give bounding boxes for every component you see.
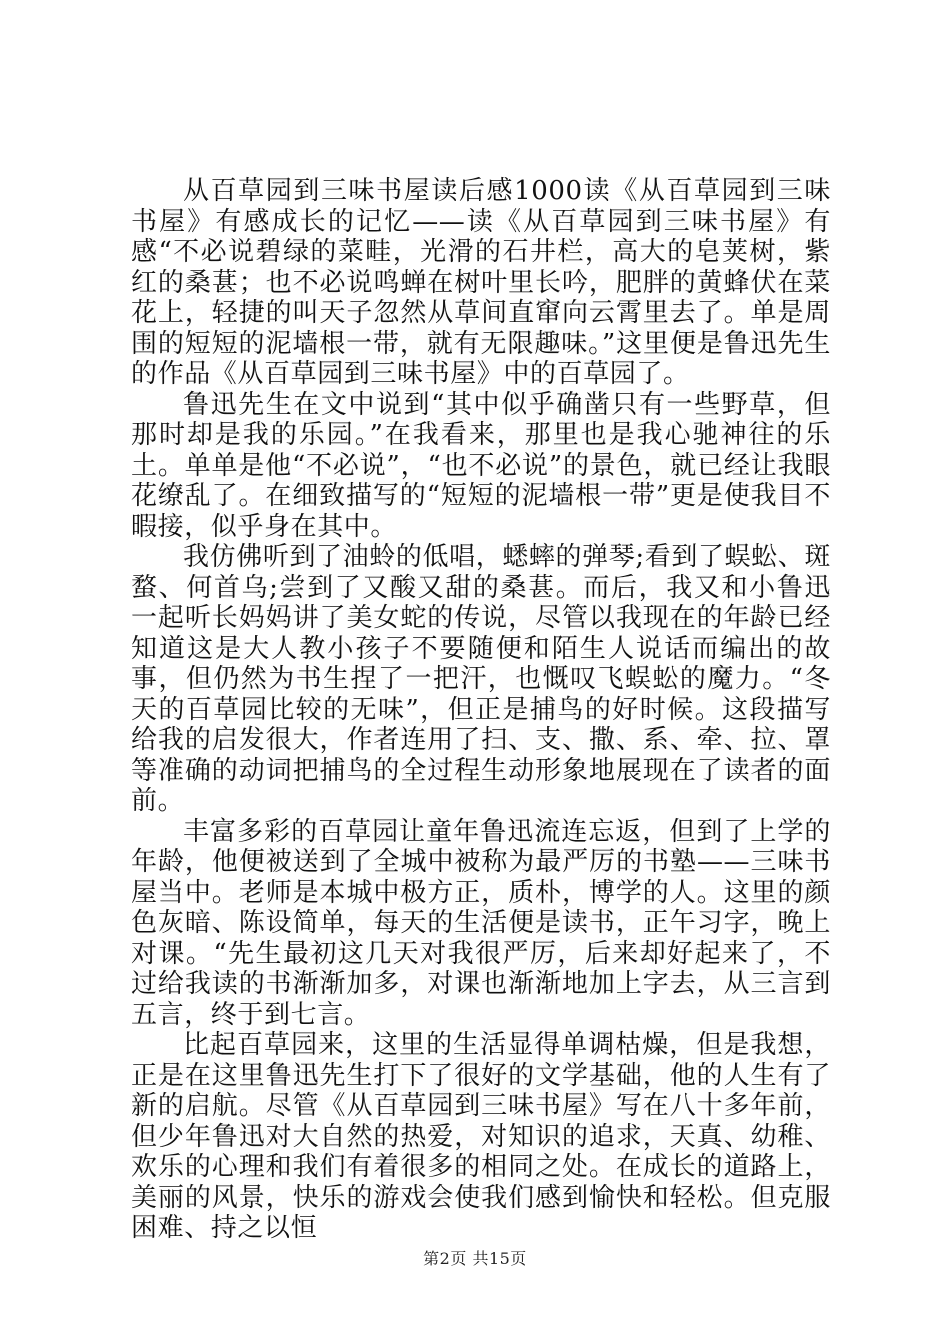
paragraph-2: 鲁迅先生在文中说到“其中似乎确凿只有一些野草，但那时却是我的乐园。”在我看来，那里也是我心驰神往的乐土。单单是他“不必说”，“也不必说”的景色，就已经让我眼花缭乱了。在细致描写的“短短的泥墙根一带”更是使我目不暇接，似乎身在其中。 (131, 389, 831, 542)
paragraph-5: 比起百草园来，这里的生活显得单调枯燥，但是我想，正是在这里鲁迅先生打下了很好的文学基础，他的人生有了新的启航。尽管《从百草园到三味书屋》写在八十多年前，但少年鲁迅对大自然的热爱，对知识的追求，天真、幼稚、欢乐的心理和我们有着很多的相同之处。在成长的道路上，美丽的风景，快乐的游戏会使我们感到愉快和轻松。但克服困难、持之以恒 (131, 1030, 831, 1243)
paragraph-1: 从百草园到三味书屋读后感1000读《从百草园到三味书屋》有感成长的记忆——读《从百草园到三味书屋》有感“不必说碧绿的菜畦，光滑的石井栏，高大的皂荚树，紫红的桑葚；也不必说鸣蝉在树叶里长吟，肥胖的黄蜂伏在菜花上，轻捷的叫天子忽然从草间直窜向云霄里去了。单是周围的短短的泥墙根一带，就有无限趣味。”这里便是鲁迅先生的作品《从百草园到三味书屋》中的百草园了。 (131, 176, 831, 389)
page-number-footer: 第2页 共15页 (423, 1249, 527, 1268)
paragraph-4: 丰富多彩的百草园让童年鲁迅流连忘返，但到了上学的年龄，他便被送到了全城中被称为最严厉的书塾——三味书屋当中。老师是本城中极方正，质朴，博学的人。这里的颜色灰暗、陈设简单，每天的生活便是读书，正午习字，晚上对课。“先生最初这几天对我很严厉，后来却好起来了，不过给我读的书渐渐加多，对课也渐渐地加上字去，从三言到五言，终于到七言。 (131, 816, 831, 1030)
article-body (131, 176, 831, 1244)
paragraph-3: 我仿佛听到了油蛉的低唱，蟋蟀的弹琴;看到了蜈蚣、斑蝥、何首乌;尝到了又酸又甜的桑葚。而后，我又和小鲁迅一起听长妈妈讲了美女蛇的传说，尽管以我现在的年龄已经知道这是大人教小孩子不要随便和陌生人说话而编出的故事，但仍然为书生捏了一把汗，也慨叹飞蜈蚣的魔力。“冬天的百草园比较的无味”，但正是捕鸟的好时候。这段描写给我的启发很大，作者连用了扫、支、撒、系、牵、拉、罩等准确的动词把捕鸟的全过程生动形象地展现在了读者的面前。 (131, 542, 831, 816)
